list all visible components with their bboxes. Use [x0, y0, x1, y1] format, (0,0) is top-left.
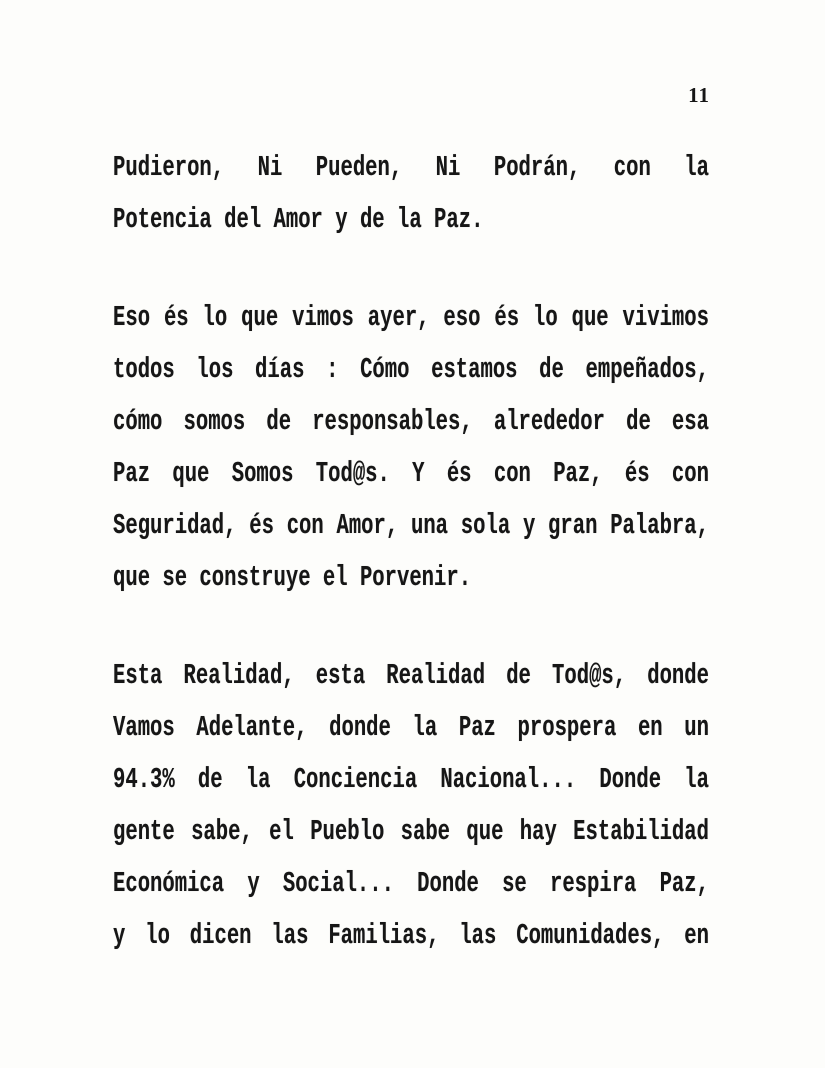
text-line: todos los días : Cómo estamos de empeñados,	[113, 353, 709, 386]
document-content	[113, 142, 709, 962]
text-line: cómo somos de responsables, alrededor de esa	[113, 405, 709, 438]
text-line: Pudieron, Ni Pueden, Ni Podrán, con la	[113, 151, 709, 184]
text-line: y lo dicen las Familias, las Comunidades, en	[113, 919, 709, 952]
text-line: Económica y Social... Donde se respira Paz,	[113, 867, 709, 900]
text-line: Seguridad, és con Amor, una sola y gran Palabra,	[113, 509, 709, 542]
text-line: Potencia del Amor y de la Paz.	[113, 203, 484, 236]
text-line: gente sabe, el Pueblo sabe que hay Estabilidad	[113, 815, 709, 848]
paragraph-2	[113, 292, 709, 604]
text-line: Eso és lo que vimos ayer, eso és lo que vivimos	[113, 301, 709, 334]
text-line: 94.3% de la Conciencia Nacional... Donde la	[113, 763, 709, 796]
page-number: 11	[688, 83, 710, 107]
paragraph-1	[113, 142, 709, 246]
paragraph-3	[113, 650, 709, 962]
text-line: Esta Realidad, esta Realidad de Tod@s, donde	[113, 659, 709, 692]
text-line: que se construye el Porvenir.	[113, 561, 472, 594]
text-line: Paz que Somos Tod@s. Y és con Paz, és con	[113, 457, 709, 490]
text-line: Vamos Adelante, donde la Paz prospera en un	[113, 711, 709, 744]
